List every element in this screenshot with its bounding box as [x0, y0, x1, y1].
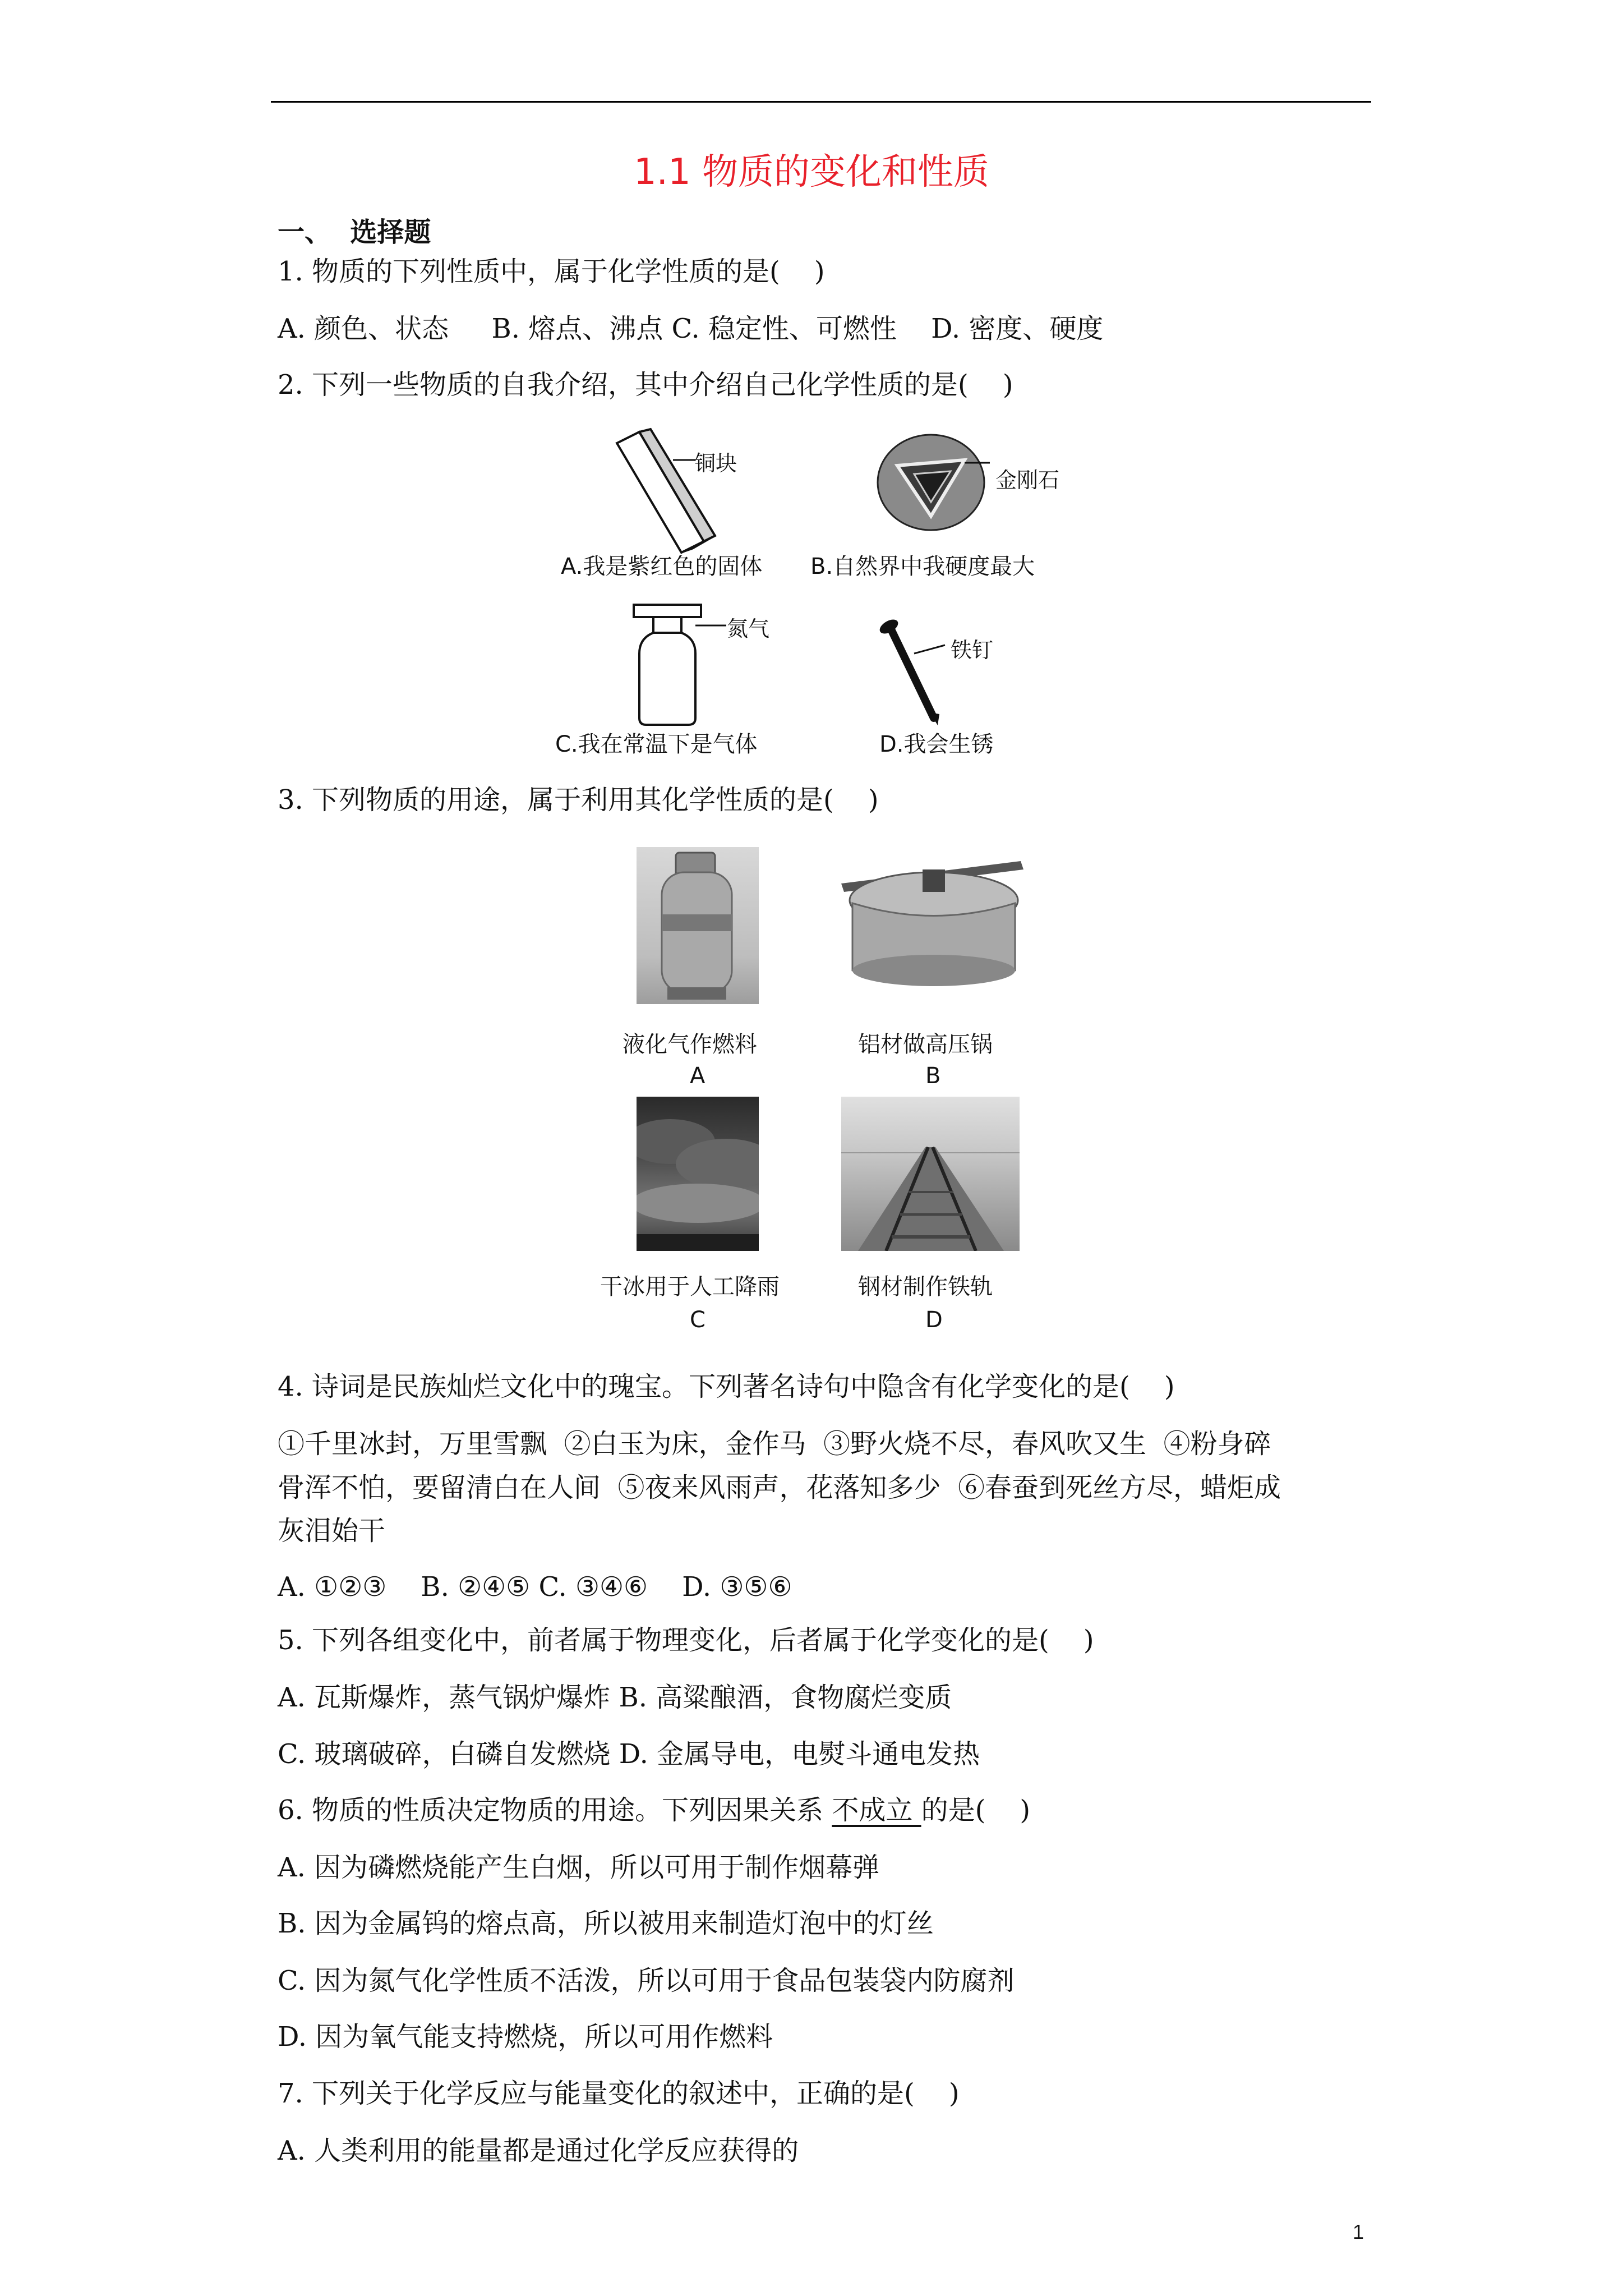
- iron-nail-drawing: [875, 614, 976, 726]
- gas-bottle-drawing: [623, 600, 735, 729]
- q6-stem-pre: 6. 物质的性质决定物质的用途。下列因果关系: [278, 1795, 832, 1826]
- q2-caption-d: D.我会生锈: [879, 731, 994, 757]
- railway-track-photo: [841, 1097, 1020, 1251]
- q2-caption-c: C.我在常温下是气体: [555, 731, 758, 757]
- q3-caption-a: 液化气作燃料: [623, 1032, 757, 1057]
- section-heading: 一、 选择题: [278, 217, 431, 248]
- q3-letter-c: C: [690, 1307, 706, 1333]
- q6-stem: [278, 1797, 1030, 1824]
- q2-caption-b: B.自然界中我硬度最大: [810, 554, 1035, 579]
- q4-poem-line-3: 灰泪始干: [278, 1515, 386, 1547]
- q5-options-cd: C. 玻璃破碎，白磷自发燃烧 D. 金属导电，电熨斗通电发热: [278, 1738, 980, 1770]
- q4-stem: 4. 诗词是民族灿烂文化中的瑰宝。下列著名诗句中隐含有化学变化的是( ): [278, 1371, 1175, 1402]
- q6-stem-underlined: 不成立: [832, 1795, 921, 1826]
- q1-options: A. 颜色、状态 B. 熔点、沸点 C. 稳定性、可燃性 D. 密度、硬度: [278, 313, 1104, 344]
- q6-option-a: A. 因为磷燃烧能产生白烟，所以可用于制作烟幕弹: [278, 1852, 880, 1883]
- copper-block-label: 铜块: [694, 451, 737, 476]
- diamond-label: 金刚石: [995, 468, 1060, 493]
- q7-stem: 7. 下列关于化学反应与能量变化的叙述中，正确的是( ): [278, 2078, 960, 2109]
- q3-caption-d: 钢材制作铁轨: [858, 1274, 993, 1300]
- nail-label: 铁钉: [951, 638, 994, 662]
- rain-clouds-photo: [637, 1097, 759, 1251]
- q2-stem: 2. 下列一些物质的自我介绍，其中介绍自己化学性质的是( ): [278, 369, 1013, 401]
- q2-caption-a: A.我是紫红色的固体: [561, 554, 763, 579]
- diamond-drawing: [875, 432, 993, 533]
- q1-stem: 1. 物质的下列性质中，属于化学性质的是( ): [278, 256, 825, 287]
- q5-options-ab: A. 瓦斯爆炸，蒸气锅炉爆炸 B. 高粱酿酒，食物腐烂变质: [278, 1682, 952, 1713]
- nitrogen-label: 氮气: [727, 616, 770, 641]
- q6-option-d: D. 因为氧气能支持燃烧，所以可用作燃料: [278, 2021, 773, 2053]
- pressure-cooker-photo: [830, 844, 1031, 996]
- q3-caption-c: 干冰用于人工降雨: [600, 1274, 780, 1300]
- q3-stem: 3. 下列物质的用途，属于利用其化学性质的是( ): [278, 784, 879, 816]
- q4-options: A. ①②③ B. ②④⑤ C. ③④⑥ D. ③⑤⑥: [278, 1571, 792, 1603]
- q6-stem-post: 的是( ): [921, 1795, 1031, 1826]
- page-title: 1.1 物质的变化和性质: [633, 151, 990, 193]
- q3-letter-d: D: [925, 1307, 943, 1333]
- q3-caption-b: 铝材做高压锅: [858, 1032, 993, 1057]
- q6-option-b: B. 因为金属钨的熔点高，所以被用来制造灯泡中的灯丝: [278, 1908, 934, 1939]
- q7-option-a: A. 人类利用的能量都是通过化学反应获得的: [278, 2135, 799, 2166]
- q4-poem-line-1: ①千里冰封，万里雪飘 ②白玉为床，金作马 ③野火烧不尽，春风吹又生 ④粉身碎: [278, 1428, 1271, 1460]
- q3-letter-b: B: [925, 1063, 941, 1089]
- q4-poem-line-2: 骨浑不怕，要留清白在人间 ⑤夜来风雨声，花落知多少 ⑥春蚕到死丝方尽，蜡炬成: [278, 1472, 1281, 1503]
- q5-stem: 5. 下列各组变化中，前者属于物理变化，后者属于化学变化的是( ): [278, 1625, 1094, 1656]
- page-number: 1: [1353, 2220, 1364, 2243]
- q3-letter-a: A: [690, 1063, 706, 1089]
- header-rule: [271, 101, 1371, 103]
- gas-cylinder-photo: [637, 847, 759, 1004]
- q6-option-c: C. 因为氮气化学性质不活泼，所以可用于食品包装袋内防腐剂: [278, 1965, 1015, 1996]
